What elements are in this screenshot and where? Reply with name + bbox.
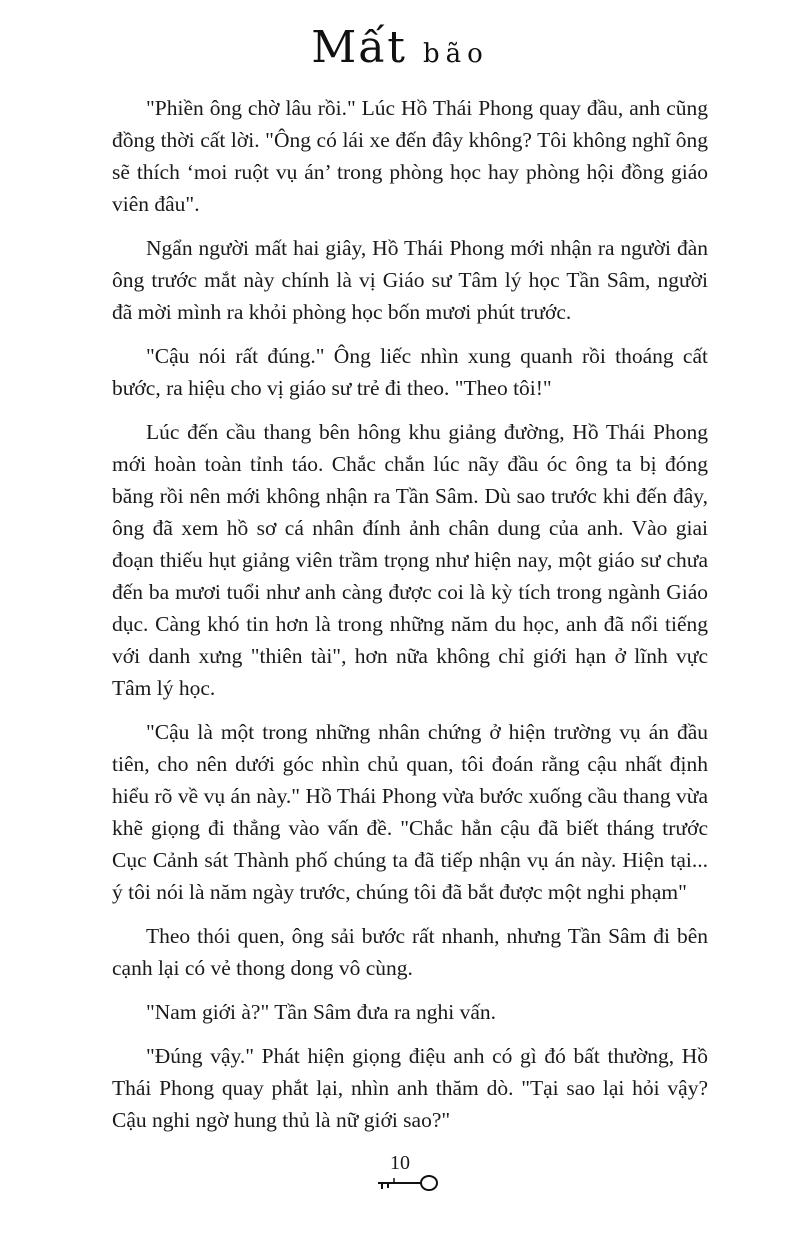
title-word-2: bão [422,39,489,69]
page-number: 10 [390,1152,410,1174]
body-text [112,92,708,1148]
paragraph: "Nam giới à?" Tần Sâm đưa ra nghi vấn. [146,1000,497,1024]
running-title [0,22,800,80]
paragraph: "Cậu là một trong những nhân chứng ở hiện trường vụ án đầu tiên, cho nên dưới góc nhìn chủ quan, tôi đoán rằng cậu nhất định hiểu rõ về vụ án này." Hồ Thái Phong vừa bước xuống cầu thang vừa khẽ giọng đi thẳng vào vấn đề. "Chắc hẳn cậu đã biết tháng trước Cục Cảnh sát Thành phố chúng ta đã tiếp nhận vụ án này. Hiện tại... ý tôi nói là năm ngày trước, chúng tôi đã bắt được một nghi phạm" [112,720,708,904]
paragraph: "Cậu nói rất đúng." Ông liếc nhìn xung quanh rồi thoáng cất bước, ra hiệu cho vị giáo sư trẻ đi theo. "Theo tôi!" [112,344,708,400]
paragraph: "Phiền ông chờ lâu rồi." Lúc Hồ Thái Phong quay đầu, anh cũng đồng thời cất lời. "Ông có lái xe đến đây không? Tôi không nghĩ ông sẽ thích ‘moi ruột vụ án’ trong phòng học hay phòng hội đồng giáo viên đâu". [112,96,708,216]
paragraph: "Đúng vậy." Phát hiện giọng điệu anh có gì đó bất thường, Hồ Thái Phong quay phắt lại, nhìn anh thăm dò. "Tại sao lại hỏi vậy? Cậu nghi ngờ hung thủ là nữ giới sao?" [112,1044,708,1132]
paragraph: Ngẩn người mất hai giây, Hồ Thái Phong mới nhận ra người đàn ông trước mắt này chính là vị Giáo sư Tâm lý học Tần Sâm, người đã mời mình ra khỏi phòng học bốn mươi phút trước. [112,236,708,324]
paragraph: Theo thói quen, ông sải bước rất nhanh, nhưng Tần Sâm đi bên cạnh lại có vẻ thong dong vô cùng. [112,924,708,980]
key-icon [376,1172,440,1194]
paragraph: Lúc đến cầu thang bên hông khu giảng đường, Hồ Thái Phong mới hoàn toàn tỉnh táo. Chắc chắn lúc nãy đầu óc ông ta bị đóng băng rồi nên mới không nhận ra Tần Sâm. Dù sao trước khi đến đây, ông đã xem hồ sơ cá nhân đính ảnh chân dung của anh. Vào giai đoạn thiếu hụt giảng viên trầm trọng như hiện nay, một giáo sư chưa đến ba mươi tuổi như anh càng được coi là kỳ tích trong ngành Giáo dục. Càng khó tin hơn là trong những năm du học, anh đã nổi tiếng với danh xưng "thiên tài", hơn nữa không chỉ giới hạn ở lĩnh vực Tâm lý học. [112,420,708,700]
title-word-1: Mất [311,22,407,73]
